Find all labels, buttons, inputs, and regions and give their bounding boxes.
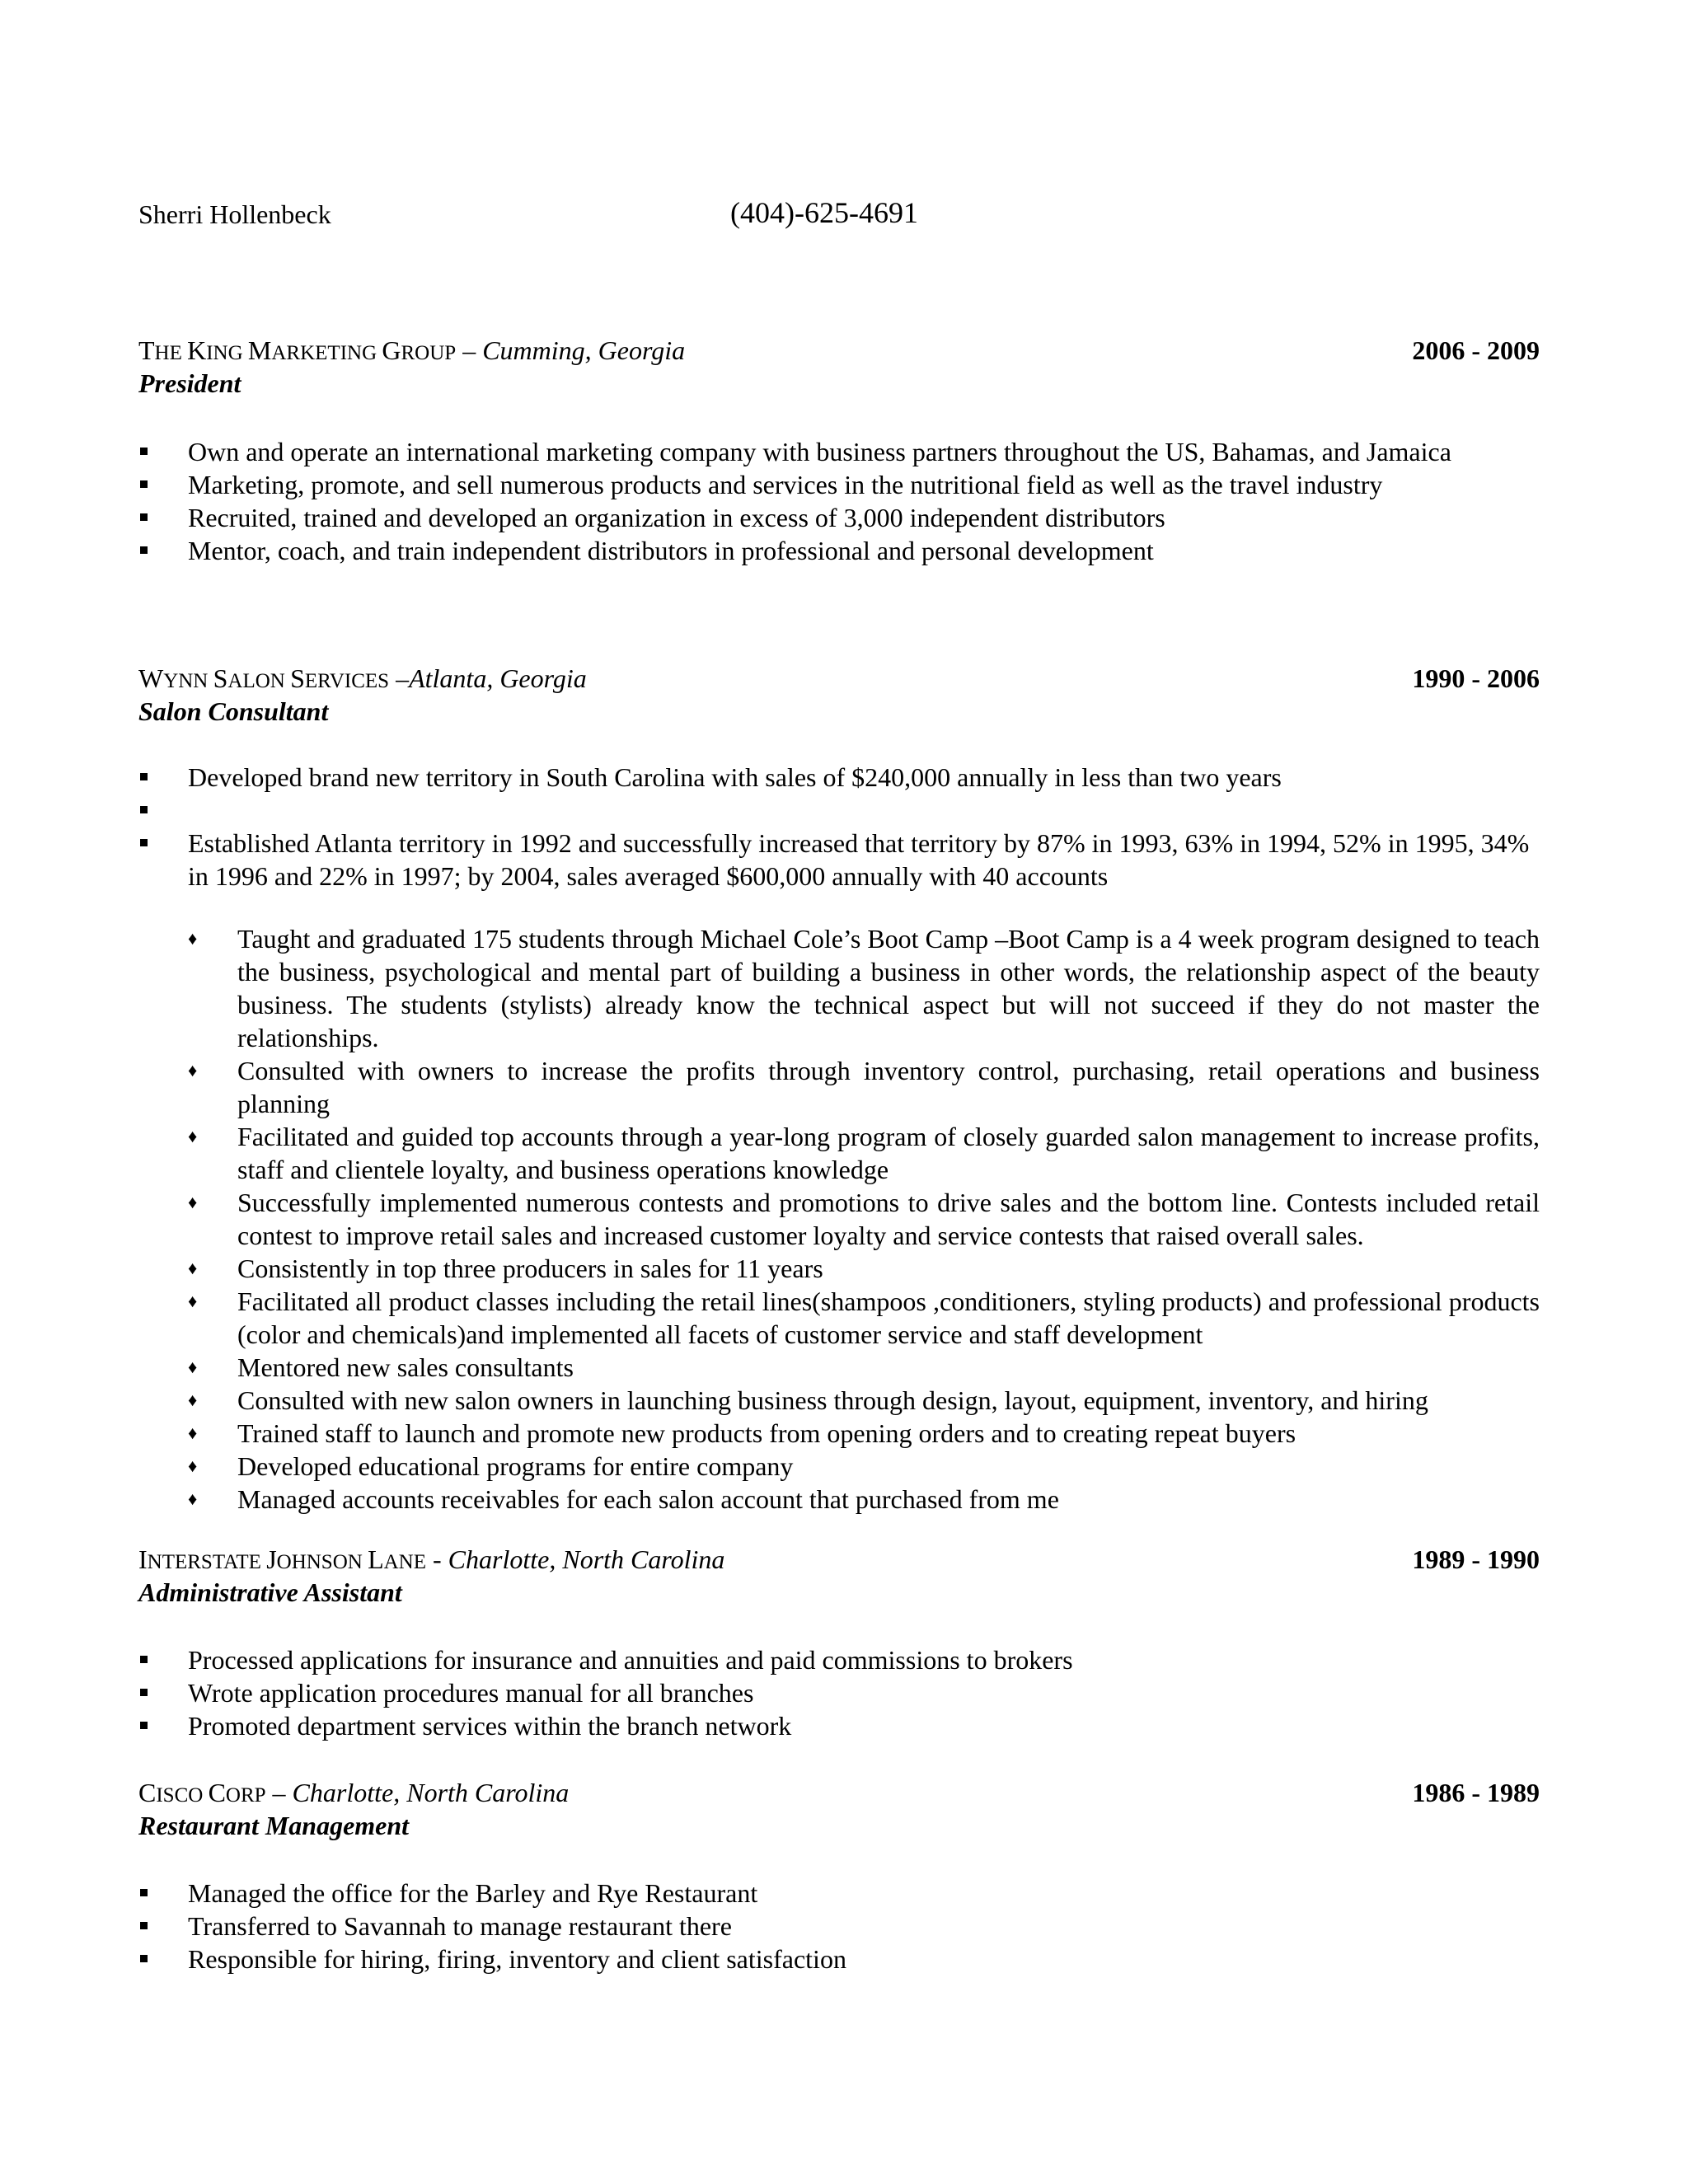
diamond-bullet-icon: ♦ [188, 1455, 198, 1476]
list-item: Mentor, coach, and train independent distributors in professional and personal development [138, 534, 1540, 567]
square-bullet-icon [140, 480, 148, 488]
square-bullet-icon [140, 448, 148, 455]
list-item: Established Atlanta territory in 1992 and successfully increased that territory by 87% in 1993, 63% in 1994, 52% in 1995, 34% in 1996 and 22% in 1997; by 2004, sales averaged $600,000 annually with 40 accounts [138, 827, 1540, 893]
diamond-bullet-icon: ♦ [188, 1488, 198, 1509]
list-item: Transferred to Savannah to manage restaurant there [138, 1910, 1540, 1943]
list-item: Wrote application procedures manual for all branches [138, 1676, 1540, 1709]
square-bullet-icon [140, 513, 148, 521]
list-item: ♦ Taught and graduated 175 students through Michael Cole’s Boot Camp –Boot Camp is a 4 week program designed to teach the business, psychological and mental part of building a business in other words, the relationship aspect of the beauty business. The students (stylists) already know the technical aspect but will not succeed if they do not master the relationships. [188, 924, 1540, 1052]
diamond-bullet-icon: ♦ [188, 1192, 198, 1212]
list-item: ♦ Consulted with new salon owners in launching business through design, layout, equipment, inventory, and hiring [188, 1385, 1428, 1415]
list-item: ♦ Mentored new sales consultants [188, 1352, 574, 1382]
diamond-bullet-icon: ♦ [188, 1390, 198, 1410]
square-bullet-icon [140, 546, 148, 554]
list-item: ♦ Consistently in top three producers in sales for 11 years [188, 1254, 823, 1283]
job-years: 1986 - 1989 [1412, 1778, 1540, 1807]
job-sub-bullets [138, 922, 1540, 1516]
resume-header [138, 198, 1540, 231]
company-name: THE KING MARKETING GROUP – Cumming, Georgia [138, 335, 686, 365]
list-item: ♦ Successfully implemented numerous contests and promotions to drive sales and the bottom line. Contests included retail contest to improve retail sales and increased customer loyalty and service contests that raised overall sales. [188, 1188, 1540, 1250]
job-wynn-salon [138, 662, 1540, 1516]
job-bullets [138, 761, 1540, 893]
job-king-marketing [138, 334, 1540, 567]
diamond-bullet-icon: ♦ [188, 1291, 198, 1311]
job-title: Administrative Assistant [138, 1577, 402, 1607]
list-item: ♦ Managed accounts receivables for each salon account that purchased from me [188, 1484, 1059, 1514]
diamond-bullet-icon: ♦ [188, 1060, 198, 1080]
list-item: ♦ Trained staff to launch and promote new products from opening orders and to creating repeat buyers [188, 1418, 1296, 1448]
company-name: CISCO CORP – Charlotte, North Carolina [138, 1778, 570, 1807]
job-heading [138, 662, 1540, 695]
company-location: Charlotte, North Carolina [448, 1544, 725, 1574]
diamond-bullet-icon: ♦ [188, 1126, 198, 1146]
job-title: Restaurant Management [138, 1811, 410, 1840]
square-bullet-icon [140, 1922, 148, 1929]
job-years: 1989 - 1990 [1412, 1544, 1540, 1574]
list-item: Own and operate an international marketing company with business partners throughout the US, Bahamas, and Jamaica [138, 435, 1540, 468]
company-location: Charlotte, North Carolina [292, 1778, 570, 1807]
square-bullet-icon [140, 1955, 148, 1962]
square-bullet-icon [140, 1889, 148, 1896]
list-item: Marketing, promote, and sell numerous products and services in the nutritional field as well as the travel industry [138, 468, 1540, 501]
square-bullet-icon [140, 806, 148, 813]
job-heading [138, 1543, 1540, 1576]
company-location: Atlanta, Georgia [409, 663, 587, 693]
job-bullets [138, 435, 1540, 567]
list-item [138, 794, 1540, 827]
square-bullet-icon [140, 1656, 148, 1663]
company-location: Cumming, Georgia [482, 335, 686, 365]
list-item: ♦ Developed educational programs for entire company [188, 1451, 794, 1481]
candidate-phone: (404)-625-4691 [730, 196, 918, 229]
list-item: Responsible for hiring, firing, inventory and client satisfaction [138, 1943, 1540, 1975]
job-bullets [138, 1643, 1540, 1742]
diamond-bullet-icon: ♦ [188, 928, 198, 949]
job-bullets [138, 1877, 1540, 1975]
candidate-name: Sherri Hollenbeck [138, 199, 331, 229]
job-years: 1990 - 2006 [1412, 663, 1540, 693]
list-item: Managed the office for the Barley and Rye Restaurant [138, 1877, 1540, 1910]
job-title: President [138, 368, 241, 398]
job-years: 2006 - 2009 [1412, 335, 1540, 365]
job-interstate-johnson-lane [138, 1543, 1540, 1742]
job-heading [138, 1776, 1540, 1809]
list-item: Recruited, trained and developed an organization in excess of 3,000 independent distributors [138, 501, 1540, 534]
square-bullet-icon [140, 839, 148, 846]
list-item: ♦ Facilitated and guided top accounts through a year-long program of closely guarded salon management to increase profits, staff and clientele loyalty, and business operations knowledge [188, 1122, 1540, 1184]
diamond-bullet-icon: ♦ [188, 1357, 198, 1377]
company-name: WYNN SALON SERVICES –Atlanta, Georgia [138, 663, 587, 693]
square-bullet-icon [140, 1722, 148, 1729]
list-item: Processed applications for insurance and annuities and paid commissions to brokers [138, 1643, 1540, 1676]
job-heading [138, 334, 1540, 367]
diamond-bullet-icon: ♦ [188, 1422, 198, 1443]
list-item: Promoted department services within the branch network [138, 1709, 1540, 1742]
square-bullet-icon [140, 1689, 148, 1696]
square-bullet-icon [140, 773, 148, 780]
job-title: Salon Consultant [138, 696, 329, 726]
diamond-bullet-icon: ♦ [188, 1258, 198, 1278]
list-item: ♦ Consulted with owners to increase the profits through inventory control, purchasing, retail operations and business planning [188, 1056, 1540, 1118]
list-item: Developed brand new territory in South Carolina with sales of $240,000 annually in less than two years [138, 761, 1540, 794]
list-item: ♦ Facilitated all product classes including the retail lines(shampoos ,conditioners, styling products) and professional products (color and chemicals)and implemented all facets of customer service and staff development [188, 1286, 1540, 1349]
company-name: INTERSTATE JOHNSON LANE - Charlotte, North Carolina [138, 1544, 725, 1574]
job-cisco-corp [138, 1776, 1540, 1975]
